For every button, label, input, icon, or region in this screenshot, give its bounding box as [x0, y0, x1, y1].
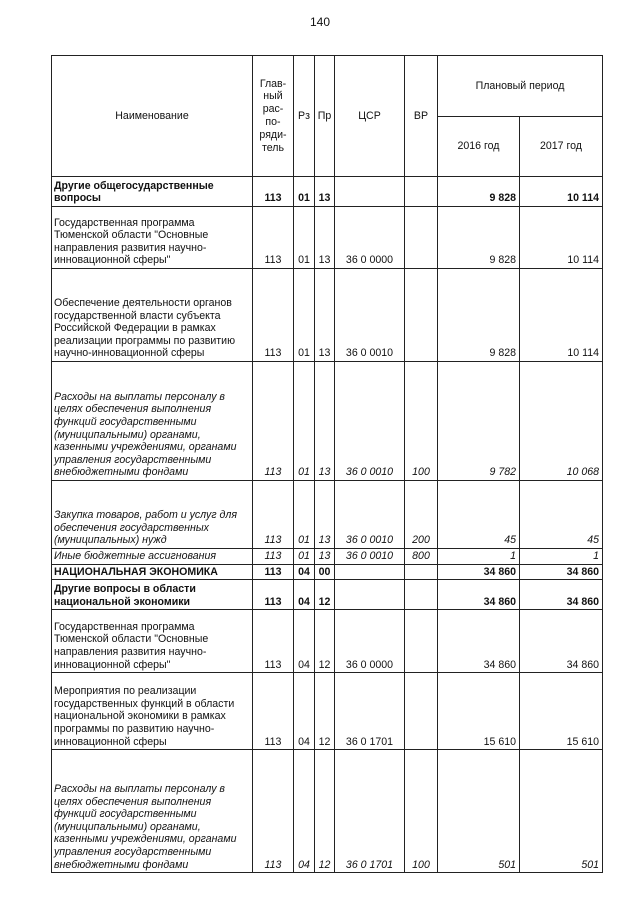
- row-name: Расходы на выплаты персоналу в целях обеспечения выполнения функций государственными (муниципальными) органами, казенными учреждениями, органами управления государственными внебюджетными фондами: [52, 362, 253, 481]
- row-expense-type: [405, 673, 438, 750]
- header-gr-line: по-: [265, 116, 281, 128]
- header-gr-line: Глав-: [259, 77, 287, 90]
- row-subsection: 12: [315, 750, 335, 873]
- row-value-2016: 9 782: [438, 362, 520, 481]
- row-expense-type: 800: [405, 549, 438, 565]
- header-target-article: ЦСР: [335, 56, 405, 177]
- header-subsection: Пр: [315, 56, 335, 177]
- row-value-2016: 501: [438, 750, 520, 873]
- row-value-2016: 34 860: [438, 564, 520, 580]
- row-section: 04: [294, 580, 315, 610]
- row-expense-type: [405, 207, 438, 269]
- header-gr-line: ный: [263, 90, 283, 103]
- row-value-2016: 15 610: [438, 673, 520, 750]
- row-expense-type: 100: [405, 750, 438, 873]
- row-name: Иные бюджетные ассигнования: [52, 549, 253, 565]
- row-target-article: 36 0 0010: [335, 481, 405, 549]
- row-subsection: 13: [315, 269, 335, 362]
- row-subsection: 12: [315, 673, 335, 750]
- row-section: 01: [294, 362, 315, 481]
- table-row: [52, 750, 603, 873]
- row-subsection: 13: [315, 549, 335, 565]
- row-name: Другие общегосударственные вопросы: [52, 177, 253, 207]
- row-section: 04: [294, 673, 315, 750]
- row-value-2017: 10 068: [520, 362, 603, 481]
- row-subsection: 13: [315, 207, 335, 269]
- page-number: 140: [309, 15, 331, 29]
- row-expense-type: [405, 610, 438, 673]
- header-main-manager: [253, 56, 294, 177]
- row-value-2017: 10 114: [520, 207, 603, 269]
- row-value-2016: 9 828: [438, 269, 520, 362]
- table-row: [52, 673, 603, 750]
- header-year-2016: 2016 год: [438, 117, 520, 177]
- row-subsection: 00: [315, 564, 335, 580]
- row-main-manager: 113: [253, 580, 294, 610]
- row-target-article: 36 0 1701: [335, 673, 405, 750]
- row-name: Обеспечение деятельности органов государственной власти субъекта Российской Федерации в рамках реализации программы по развитию научно-инновационной сферы: [52, 269, 253, 362]
- row-target-article: 36 0 1701: [335, 750, 405, 873]
- row-name: Государственная программа Тюменской области "Основные направления развития научно-инновационной сферы": [52, 207, 253, 269]
- table-row: [52, 481, 603, 549]
- table-row: [52, 177, 603, 207]
- header-expense-type: ВР: [405, 56, 438, 177]
- table-row: [52, 610, 603, 673]
- row-value-2017: 15 610: [520, 673, 603, 750]
- table-row: [52, 580, 603, 610]
- row-value-2016: 9 828: [438, 207, 520, 269]
- row-main-manager: 113: [253, 673, 294, 750]
- row-main-manager: 113: [253, 750, 294, 873]
- row-subsection: 12: [315, 580, 335, 610]
- header-year-2017: 2017 год: [520, 117, 603, 177]
- header-section: Рз: [294, 56, 315, 177]
- table-row: [52, 207, 603, 269]
- table-row: [52, 564, 603, 580]
- row-value-2016: 1: [438, 549, 520, 565]
- row-target-article: [335, 177, 405, 207]
- row-section: 01: [294, 549, 315, 565]
- row-expense-type: [405, 269, 438, 362]
- row-name: Мероприятия по реализации государственных функций в области национальной экономики в рамках программы по развитию научно-инновационной сферы: [52, 673, 253, 750]
- table-row: [52, 269, 603, 362]
- row-value-2017: 501: [520, 750, 603, 873]
- header-gr-line: тель: [262, 141, 284, 154]
- table-row: [52, 362, 603, 481]
- row-main-manager: 113: [253, 177, 294, 207]
- row-expense-type: [405, 177, 438, 207]
- table-row: [52, 549, 603, 565]
- header-name: Наименование: [52, 56, 253, 177]
- row-value-2016: 9 828: [438, 177, 520, 207]
- row-expense-type: 200: [405, 481, 438, 549]
- row-target-article: 36 0 0010: [335, 549, 405, 565]
- header-gr-line: рас-: [262, 103, 284, 116]
- row-subsection: 13: [315, 481, 335, 549]
- row-value-2016: 34 860: [438, 610, 520, 673]
- row-main-manager: 113: [253, 269, 294, 362]
- row-section: 01: [294, 481, 315, 549]
- row-name: Государственная программа Тюменской области "Основные направления развития научно-инновационной сферы": [52, 610, 253, 673]
- row-section: 01: [294, 207, 315, 269]
- row-value-2017: 34 860: [520, 610, 603, 673]
- row-subsection: 13: [315, 362, 335, 481]
- header-plan-period: Плановый период: [438, 56, 603, 117]
- row-main-manager: 113: [253, 362, 294, 481]
- row-section: 01: [294, 269, 315, 362]
- row-subsection: 12: [315, 610, 335, 673]
- row-section: 04: [294, 564, 315, 580]
- row-value-2017: 34 860: [520, 580, 603, 610]
- row-value-2017: 34 860: [520, 564, 603, 580]
- row-target-article: 36 0 0000: [335, 207, 405, 269]
- row-subsection: 13: [315, 177, 335, 207]
- row-value-2017: 45: [520, 481, 603, 549]
- row-value-2017: 1: [520, 549, 603, 565]
- header-gr-line: ряди-: [259, 128, 287, 141]
- row-name: НАЦИОНАЛЬНАЯ ЭКОНОМИКА: [52, 564, 253, 580]
- row-section: 01: [294, 177, 315, 207]
- row-expense-type: 100: [405, 362, 438, 481]
- row-value-2017: 10 114: [520, 269, 603, 362]
- row-section: 04: [294, 750, 315, 873]
- row-name: Другие вопросы в области национальной экономики: [52, 580, 253, 610]
- row-value-2016: 45: [438, 481, 520, 549]
- budget-table: [51, 55, 603, 873]
- row-value-2017: 10 114: [520, 177, 603, 207]
- row-expense-type: [405, 580, 438, 610]
- row-expense-type: [405, 564, 438, 580]
- row-target-article: 36 0 0010: [335, 362, 405, 481]
- row-target-article: 36 0 0000: [335, 610, 405, 673]
- row-section: 04: [294, 610, 315, 673]
- row-main-manager: 113: [253, 564, 294, 580]
- row-target-article: [335, 564, 405, 580]
- row-main-manager: 113: [253, 481, 294, 549]
- row-main-manager: 113: [253, 207, 294, 269]
- row-target-article: [335, 580, 405, 610]
- row-main-manager: 113: [253, 610, 294, 673]
- row-value-2016: 34 860: [438, 580, 520, 610]
- row-target-article: 36 0 0010: [335, 269, 405, 362]
- row-main-manager: 113: [253, 549, 294, 565]
- row-name: Расходы на выплаты персоналу в целях обеспечения выполнения функций государственными (муниципальными) органами, казенными учреждениями, органами управления государственными внебюджетными фондами: [52, 750, 253, 873]
- row-name: Закупка товаров, работ и услуг для обеспечения государственных (муниципальных) нужд: [52, 481, 253, 549]
